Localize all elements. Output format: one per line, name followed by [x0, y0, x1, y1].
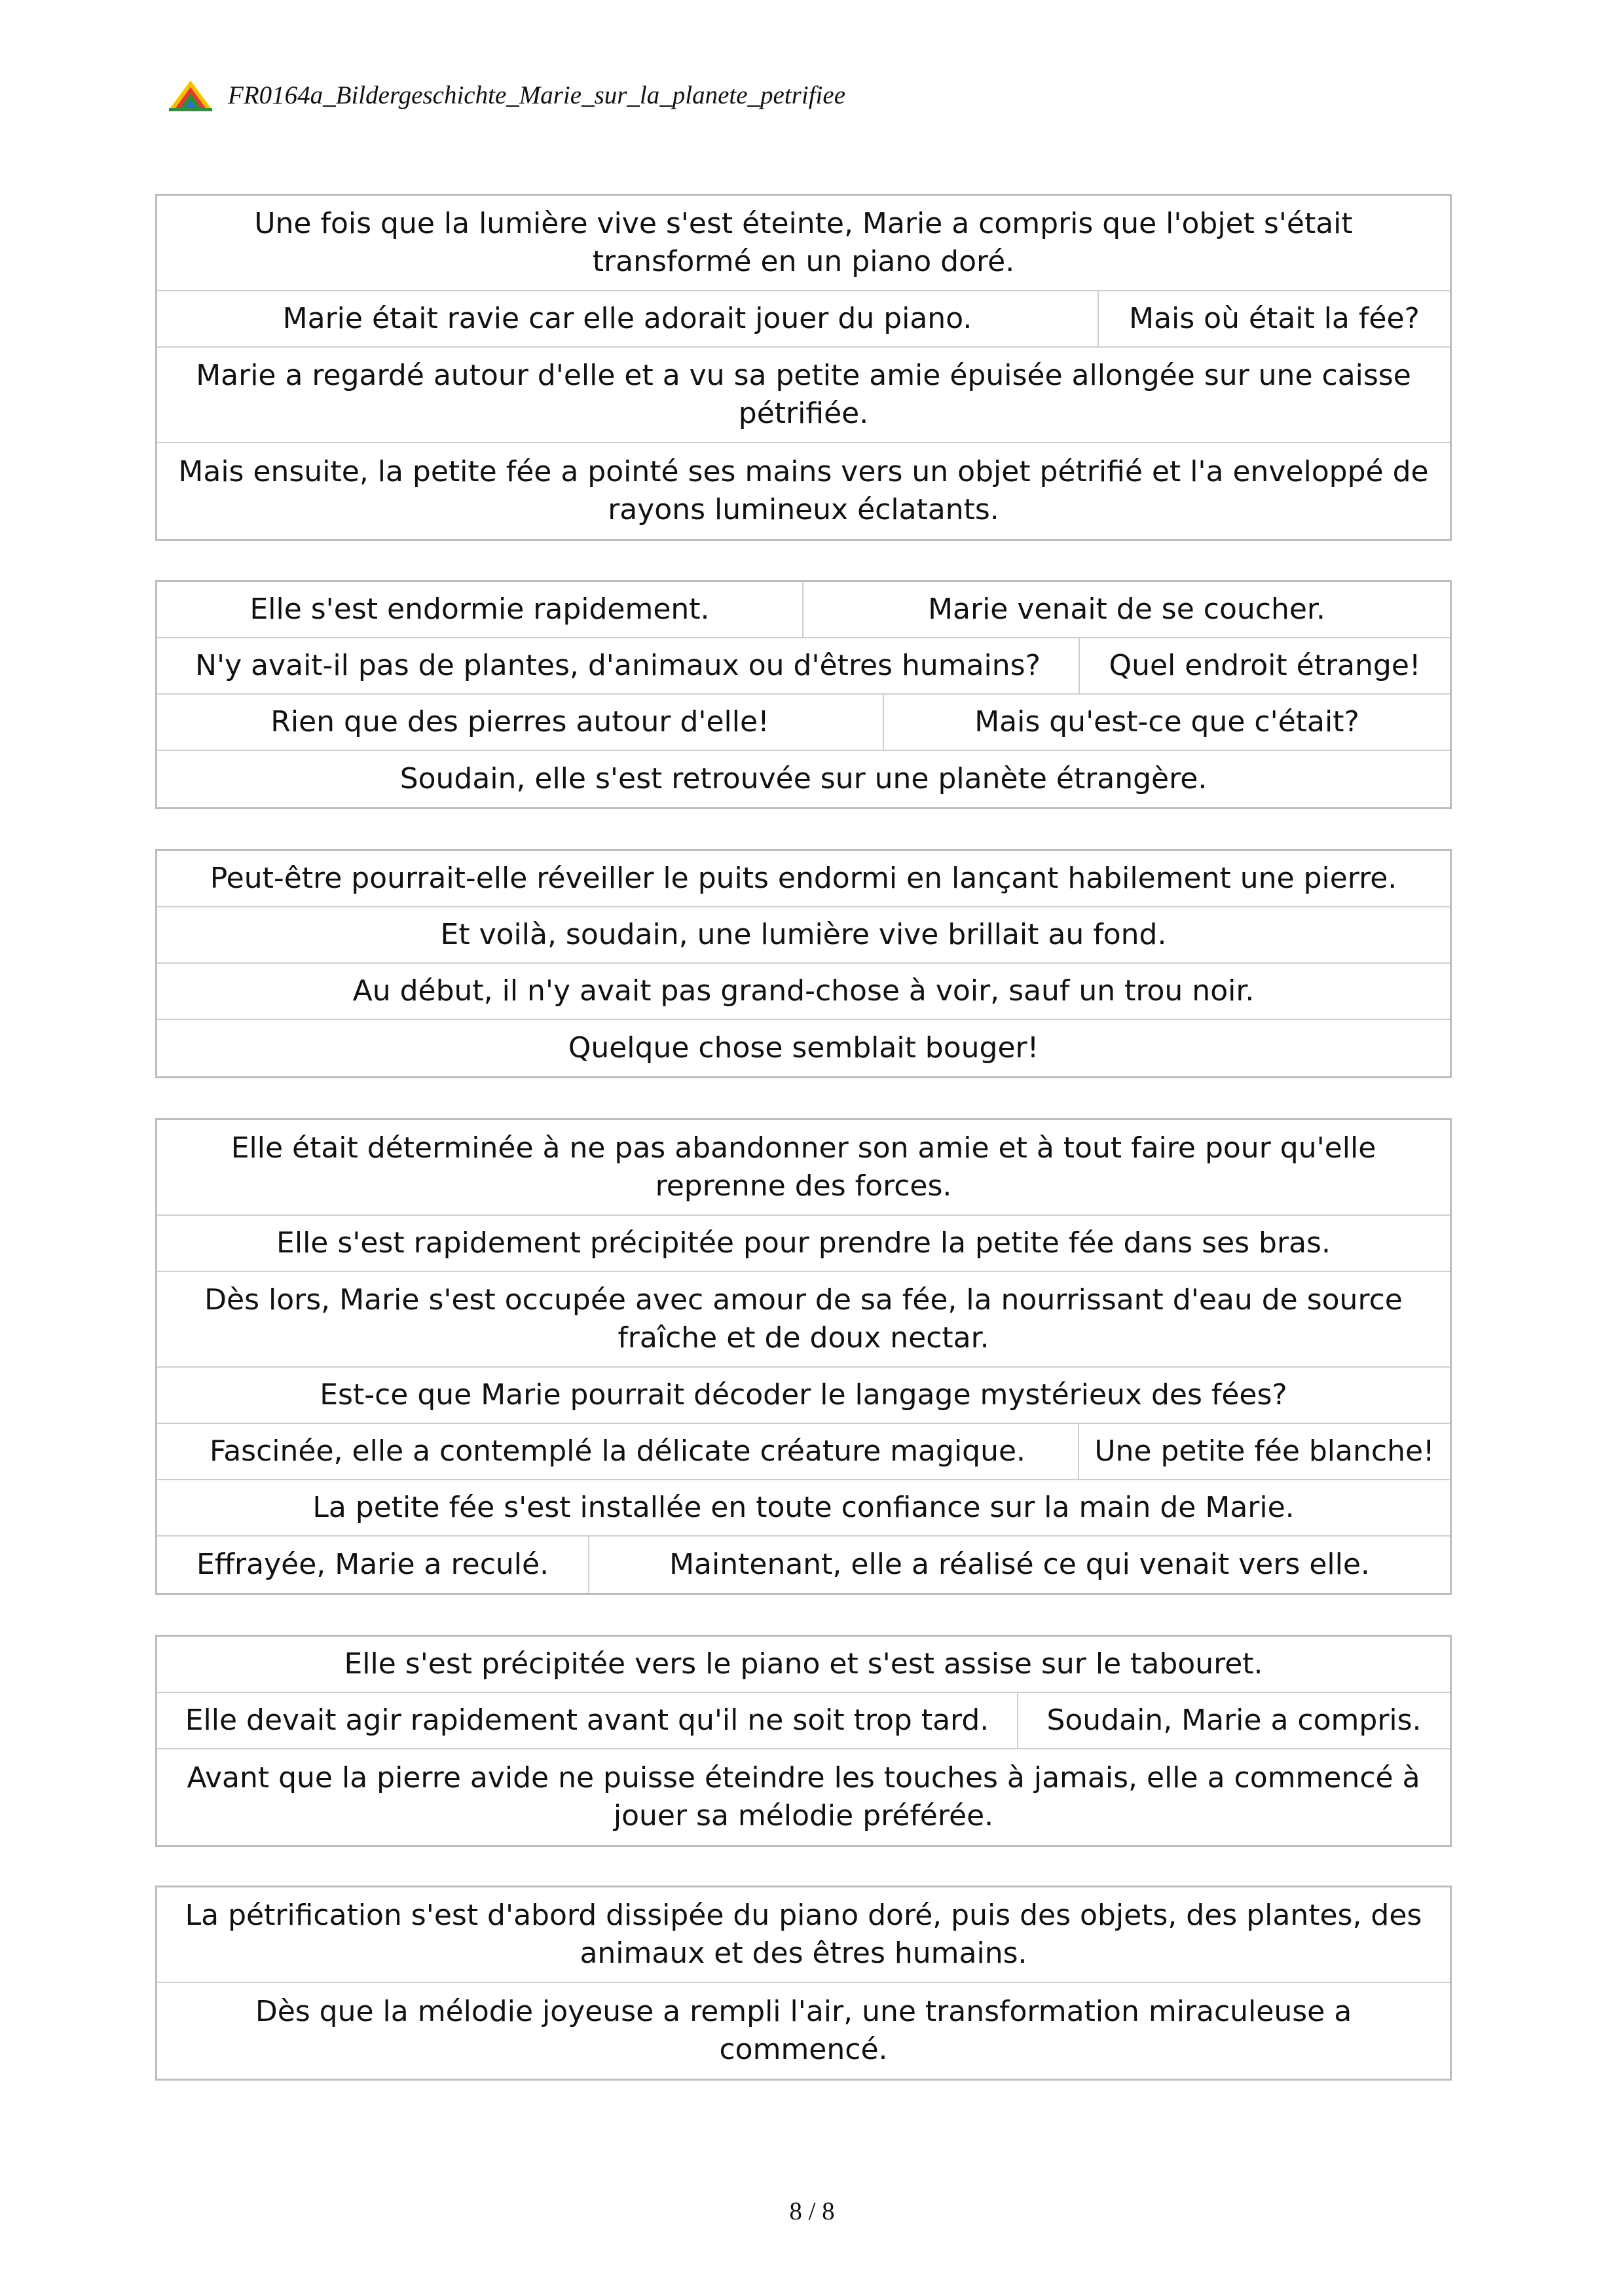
sentence-block-1: [155, 194, 1452, 541]
sentence-card: La petite fée s'est installée en toute confiance sur la main de Marie.: [312, 1491, 1295, 1524]
sentence-card: Soudain, elle s'est retrouvée sur une planète étrangère.: [399, 762, 1208, 795]
sentence-card: Elle s'est rapidement précipitée pour prendre la petite fée dans ses bras.: [276, 1226, 1331, 1260]
sentence-card: Une fois que la lumière vive s'est éteinte, Marie a compris que l'objet s'était transformé en un piano doré.: [254, 207, 1353, 278]
sentence-card: Elle était déterminée à ne pas abandonner son amie et à tout faire pour qu'elle reprenne des forces.: [231, 1131, 1376, 1203]
table-row: [157, 695, 1450, 751]
sentence-card: Elle devait agir rapidement avant qu'il ne soit trop tard.: [185, 1704, 989, 1737]
sentence-card: Est-ce que Marie pourrait décoder le langage mystérieux des fées?: [320, 1378, 1287, 1412]
sentence-block-3: [155, 849, 1452, 1078]
sentence-card: Marie venait de se coucher.: [802, 582, 1450, 637]
sentence-card: Mais qu'est-ce que c'était?: [883, 695, 1450, 750]
page-header: [169, 72, 845, 118]
table-row: [157, 1216, 1450, 1272]
table-row: [157, 1120, 1450, 1216]
sentence-block-5: [155, 1635, 1452, 1847]
table-row: [157, 1480, 1450, 1537]
sentence-card: Une petite fée blanche!: [1078, 1424, 1450, 1479]
table-row: [157, 582, 1450, 638]
table-row: [157, 1272, 1450, 1368]
sentence-card: Rien que des pierres autour d'elle!: [270, 705, 769, 738]
sentence-card: Marie a regardé autour d'elle et a vu sa petite amie épuisée allongée sur une caisse pétrifiée.: [196, 359, 1411, 430]
sentence-card: Quelque chose semblait bouger!: [568, 1031, 1039, 1065]
table-row: [157, 1749, 1450, 1845]
table-row: [157, 851, 1450, 907]
table-row: [157, 638, 1450, 695]
table-row: [157, 1693, 1450, 1749]
sentence-card: Quel endroit étrange!: [1079, 638, 1450, 693]
sentence-block-4: [155, 1118, 1452, 1595]
table-row: [157, 196, 1450, 291]
table-row: [157, 1424, 1450, 1480]
sentence-card: Dès que la mélodie joyeuse a rempli l'air, une transformation miraculeuse a commencé.: [255, 1995, 1352, 2066]
table-row: [157, 443, 1450, 539]
table-row: [157, 751, 1450, 807]
sentence-card: Elle s'est précipitée vers le piano et s'est assise sur le tabouret.: [344, 1647, 1263, 1681]
colorful-mountain-logo-icon: [169, 78, 212, 112]
table-row: [157, 1368, 1450, 1424]
sentence-card: Mais ensuite, la petite fée a pointé ses mains vers un objet pétrifié et l'a enveloppé de rayons lumineux éclatants.: [178, 455, 1429, 526]
sentence-card: La pétrification s'est d'abord dissipée du piano doré, puis des objets, des plantes, des animaux et des êtres humains.: [185, 1899, 1422, 1970]
table-row: [157, 1887, 1450, 1983]
table-row: [157, 291, 1450, 348]
table-row: [157, 1537, 1450, 1593]
sentence-card: Soudain, Marie a compris.: [1017, 1693, 1450, 1748]
sentence-card: Marie était ravie car elle adorait jouer du piano.: [282, 302, 972, 335]
sentence-block-6: [155, 1886, 1452, 2081]
page-number: 8 / 8: [789, 2197, 835, 2225]
table-row: [157, 348, 1450, 443]
table-row: [157, 1637, 1450, 1693]
sentence-card: Et voilà, soudain, une lumière vive brillait au fond.: [440, 918, 1167, 951]
sentence-card: Elle s'est endormie rapidement.: [249, 592, 710, 626]
sentence-card: Dès lors, Marie s'est occupée avec amour de sa fée, la nourrissant d'eau de source fraîche et de doux nectar.: [204, 1283, 1403, 1355]
table-row: [157, 1020, 1450, 1076]
table-row: [157, 964, 1450, 1020]
sentence-card: Fascinée, elle a contemplé la délicate créature magique.: [209, 1434, 1026, 1468]
table-row: [157, 907, 1450, 964]
table-row: [157, 1983, 1450, 2079]
sentence-block-2: [155, 580, 1452, 809]
sentence-card: N'y avait-il pas de plantes, d'animaux ou d'êtres humains?: [195, 649, 1041, 682]
sentence-card: Effrayée, Marie a reculé.: [196, 1548, 549, 1581]
document-title: FR0164a_Bildergeschichte_Marie_sur_la_planete_petrifiee: [228, 81, 846, 109]
sentence-card: Avant que la pierre avide ne puisse éteindre les touches à jamais, elle a commencé à jouer sa mélodie préférée.: [187, 1761, 1420, 1832]
sentence-card: Au début, il n'y avait pas grand-chose à voir, sauf un trou noir.: [352, 974, 1255, 1008]
sentence-card: Peut-être pourrait-elle réveiller le puits endormi en lançant habilement une pierre.: [210, 862, 1397, 895]
sentence-card: Mais où était la fée?: [1098, 291, 1450, 346]
sentence-card: Maintenant, elle a réalisé ce qui venait vers elle.: [588, 1537, 1450, 1593]
